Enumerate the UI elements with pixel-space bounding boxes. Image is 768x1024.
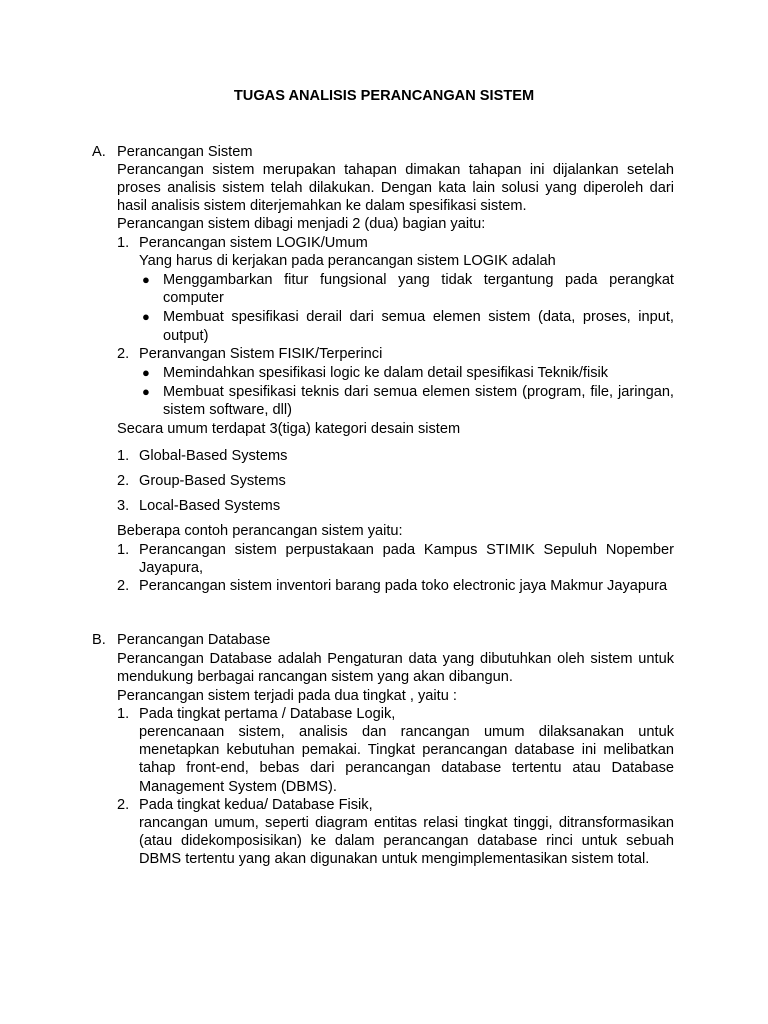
categories-intro: Secara umum terdapat 3(tiga) kategori desain sistem	[117, 421, 461, 437]
section-a-heading: Perancangan Sistem	[117, 144, 253, 160]
category-local: Local-Based Systems	[139, 498, 281, 514]
example-marker-2: 2.	[117, 578, 130, 594]
logik-title: Perancangan sistem LOGIK/Umum	[139, 235, 368, 251]
category-group: Group-Based Systems	[139, 473, 286, 489]
example-library: Perancangan sistem perpustakaan pada Kampus STIMIK Sepuluh Nopember Jayapura,	[139, 542, 674, 577]
category-marker-1: 1.	[117, 448, 130, 464]
logik-bullet-list	[139, 271, 674, 345]
bullet-icon: ●	[142, 365, 150, 380]
section-b-heading: Perancangan Database	[117, 632, 271, 648]
list-item-text: Menggambarkan fitur fungsional yang tidak tergantung pada perangkat computer	[163, 272, 674, 307]
bullet-icon: ●	[142, 384, 150, 400]
bullet-icon: ●	[142, 309, 150, 325]
list-item	[139, 308, 674, 344]
list-item-text: Membuat spesifikasi derail dari semua elemen sistem (data, proses, input, output)	[163, 309, 674, 344]
section-a-marker: A.	[92, 144, 106, 160]
example-marker-1: 1.	[117, 542, 130, 558]
category-marker-2: 2.	[117, 473, 130, 489]
list-item	[139, 364, 674, 382]
category-global: Global-Based Systems	[139, 448, 288, 464]
level-marker-1: 1.	[117, 706, 130, 722]
example-inventory: Perancangan sistem inventori barang pada toko electronic jaya Makmur Jayapura	[139, 578, 668, 594]
examples-intro: Beberapa contoh perancangan sistem yaitu:	[117, 523, 403, 539]
fisik-title: Peranvangan Sistem FISIK/Terperinci	[139, 346, 383, 362]
list-item	[139, 271, 674, 307]
list-item	[139, 383, 674, 419]
bullet-icon: ●	[142, 272, 150, 287]
fisik-marker: 2.	[117, 346, 130, 362]
level-fisik-description: rancangan umum, seperti diagram entitas relasi tingkat tinggi, ditransformasikan (atau didekomposisikan) ke dalam perancangan database rinci untuk sebuah DBMS tertentu yang akan digunakan untuk mengimplementasikan sistem total.	[139, 815, 674, 868]
fisik-bullet-list	[139, 364, 674, 420]
section-b-intro-paragraph: Perancangan Database adalah Pengaturan data yang dibutuhkan oleh sistem untuk mendukung berbagai rancangan sistem yang akan dibangun.	[117, 651, 674, 686]
category-marker-3: 3.	[117, 498, 130, 514]
section-b-marker: B.	[92, 632, 106, 648]
level-logik-title: Pada tingkat pertama / Database Logik,	[139, 706, 396, 722]
level-fisik-title: Pada tingkat kedua/ Database Fisik,	[139, 797, 373, 813]
section-a-intro-paragraph: Perancangan sistem merupakan tahapan dimakan tahapan ini dijalankan setelah proses analisis sistem telah dilakukan. Dengan kata lain solusi yang diperoleh dari hasil analisis sistem diterjemahkan ke dalam spesifikasi sistem.	[117, 162, 674, 215]
list-item-text: Memindahkan spesifikasi logic ke dalam detail spesifikasi Teknik/fisik	[163, 365, 609, 381]
section-a-divided-text: Perancangan sistem dibagi menjadi 2 (dua) bagian yaitu:	[117, 216, 486, 232]
logik-lead: Yang harus di kerjakan pada perancangan sistem LOGIK adalah	[139, 253, 556, 269]
levels-intro: Perancangan sistem terjadi pada dua tingkat , yaitu :	[117, 688, 457, 704]
level-logik-description: perencanaan sistem, analisis dan rancangan umum dilaksanakan untuk menetapkan kebutuhan pemakai. Tingkat perancangan database ini melibatkan tahap front-end, bebas dari perancangan database tertentu atau Database Management System (DBMS).	[139, 724, 674, 795]
level-marker-2: 2.	[117, 797, 130, 813]
document-title: TUGAS ANALISIS PERANCANGAN SISTEM	[233, 88, 535, 104]
logik-marker: 1.	[117, 235, 130, 251]
list-item-text: Membuat spesifikasi teknis dari semua elemen sistem (program, file, jaringan, sistem software, dll)	[163, 384, 674, 419]
